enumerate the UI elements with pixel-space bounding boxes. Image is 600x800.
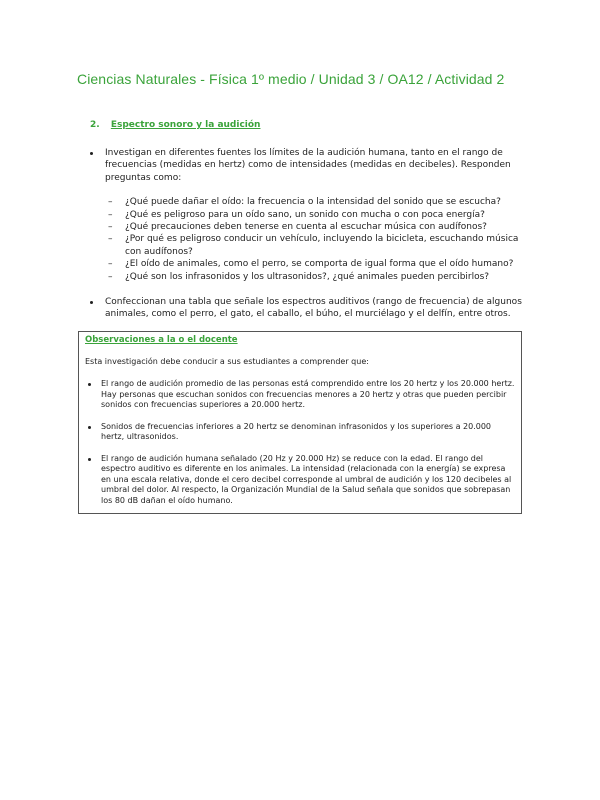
observations-intro: Esta investigación debe conducir a sus estudiantes a comprender que: <box>85 356 369 366</box>
bullet-table-text: Confeccionan una tabla que señale los espectros auditivos (rango de frecuencia) de algunos animales, como el perro, el gato, el caballo, el búho, el murciélago y el delfín, entre otros. <box>88 296 526 321</box>
section-number: 2. <box>90 120 100 130</box>
question-item: – ¿Qué son los infrasonidos y los ultrasonidos?, ¿qué animales pueden percibirlos? <box>88 271 526 283</box>
observation-item: El rango de audición promedio de las personas está comprendido entre los 20 hertz y los 20.000 hertz. Hay personas que escuchan sonidos con frecuencias menores a 20 hertz y otras que pueden percibir sonidos con frecuencias superiores a 20.000 hertz. <box>85 379 515 411</box>
observation-item: El rango de audición humana señalado (20 Hz y 20.000 Hz) se reduce con la edad. El rango del espectro auditivo es diferente en los animales. La intensidad (relacionada con la energía) se expresa en una escala relativa, donde el cero decibel corresponde al umbral de audición y los 120 decibeles al umbral del dolor. Al respecto, la Organización Mundial de la Salud señala que sonidos que sobrepasan los 80 dB dañan el oído humano. <box>85 454 515 507</box>
question-list <box>88 196 526 283</box>
bullet-research-text: Investigan en diferentes fuentes los límites de la audición humana, tanto en el rango de frecuencias (medidas en hertz) como de intensidades (medidas en decibeles). Responden preguntas como: <box>88 147 526 184</box>
question-item: – ¿Qué precauciones deben tenerse en cuenta al escuchar música con audífonos? <box>88 221 526 233</box>
section-title <box>90 120 260 130</box>
question-item: – ¿Qué puede dañar el oído: la frecuencia o la intensidad del sonido que se escucha? <box>88 196 526 208</box>
question-item: – ¿Qué es peligroso para un oído sano, un sonido con mucha o con poca energía? <box>88 209 526 221</box>
activity-bullet-research <box>88 147 526 283</box>
observations-list <box>85 379 515 506</box>
question-item: – ¿Por qué es peligroso conducir un vehículo, incluyendo la bicicleta, escuchando música con audífonos? <box>88 233 526 258</box>
activity-bullet-table <box>88 296 526 321</box>
observations-title: Observaciones a la o el docente <box>85 335 238 345</box>
teacher-observations-box <box>78 331 522 514</box>
observation-item: Sonidos de frecuencias inferiores a 20 hertz se denominan infrasonidos y los superiores a 20.000 hertz, ultrasonidos. <box>85 422 515 443</box>
page-header: Ciencias Naturales - Física 1º medio / Unidad 3 / OA12 / Actividad 2 <box>77 71 505 87</box>
section-title-text: Espectro sonoro y la audición <box>110 120 261 130</box>
question-item: – ¿El oído de animales, como el perro, se comporta de igual forma que el oído humano? <box>88 258 526 270</box>
